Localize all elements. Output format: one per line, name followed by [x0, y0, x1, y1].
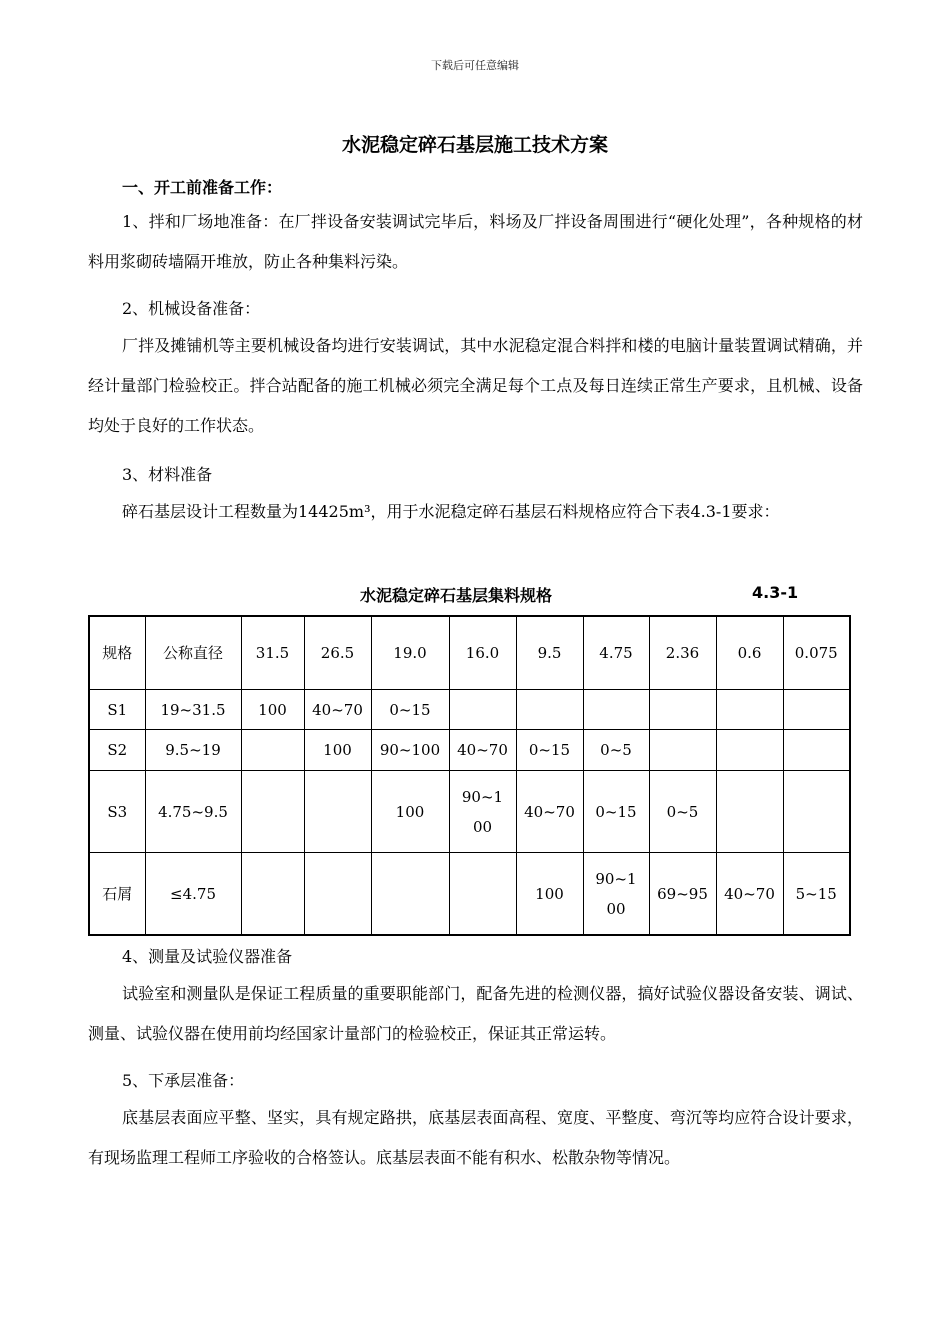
table-cell: 19~31.5: [145, 690, 241, 730]
table-cell: 0~15: [583, 771, 649, 853]
paragraph-instruments: 试验室和测量队是保证工程质量的重要职能部门，配备先进的检测仪器，搞好试验仪器设备安装、调试、测量、试验仪器在使用前均经国家计量部门的检验校正，保证其正常运转。: [88, 984, 863, 1043]
table-cell: 0~5: [649, 771, 716, 853]
table-cell: 69~95: [649, 853, 716, 936]
subheading-instruments: 4、测量及试验仪器准备: [122, 947, 293, 966]
table-cell: [516, 690, 583, 730]
section-heading-preparation: 一、开工前准备工作：: [122, 178, 283, 197]
table-cell: S2: [89, 730, 145, 771]
subheading-sublayer: 5、下承层准备：: [122, 1071, 245, 1090]
table-cell: [783, 771, 850, 853]
table-cell: S1: [89, 690, 145, 730]
table-cell: 40~70: [516, 771, 583, 853]
table-row: [89, 853, 850, 936]
table-header-cell: 公称直径: [145, 616, 241, 690]
table-cell: [716, 771, 783, 853]
table-cell: 5~15: [783, 853, 850, 936]
table-cell: 100: [371, 771, 449, 853]
table-header-cell: 31.5: [241, 616, 304, 690]
table-header-row: [89, 616, 850, 690]
table-cell: [649, 730, 716, 771]
table-header-cell: 4.75: [583, 616, 649, 690]
table-cell: 0~15: [371, 690, 449, 730]
paragraph-sublayer: 底基层表面应平整、坚实，具有规定路拱，底基层表面高程、宽度、平整度、弯沉等均应符合设计要求，有现场监理工程师工序验收的合格签认。底基层表面不能有积水、松散杂物等情况。: [88, 1108, 863, 1167]
table-cell: [449, 853, 516, 936]
header-note: 下载后可任意编辑: [431, 59, 519, 72]
table-row: [89, 690, 850, 730]
table-cell: [241, 730, 304, 771]
table-caption: 水泥稳定碎石基层集料规格: [360, 586, 553, 605]
table-cell: 90~100: [583, 853, 649, 936]
table-header-cell: 0.075: [783, 616, 850, 690]
table-cell: [304, 771, 371, 853]
table-cell: 90~100: [449, 771, 516, 853]
table-cell: [583, 690, 649, 730]
table-cell: 40~70: [449, 730, 516, 771]
table-header-cell: 2.36: [649, 616, 716, 690]
paragraph-mixing-site: 1、拌和厂场地准备：在厂拌设备安装调试完毕后，料场及厂拌设备周围进行“硬化处理”，各种规格的材料用浆砌砖墙隔开堆放，防止各种集料污染。: [88, 212, 863, 271]
table-cell: 100: [304, 730, 371, 771]
table-cell: 100: [516, 853, 583, 936]
subheading-materials: 3、材料准备: [122, 465, 213, 484]
table-row: [89, 771, 850, 853]
table-number: 4.3-1: [752, 583, 799, 602]
subheading-machinery: 2、机械设备准备：: [122, 299, 261, 318]
table-cell: [716, 690, 783, 730]
table-cell: ≤4.75: [145, 853, 241, 936]
table-cell: 40~70: [304, 690, 371, 730]
table-cell: [371, 853, 449, 936]
table-cell: 100: [241, 690, 304, 730]
table-cell: S3: [89, 771, 145, 853]
table-row: [89, 730, 850, 771]
table-cell: 90~100: [371, 730, 449, 771]
table-header-cell: 26.5: [304, 616, 371, 690]
table-cell: 4.75~9.5: [145, 771, 241, 853]
table-cell: [241, 771, 304, 853]
table-header-cell: 规格: [89, 616, 145, 690]
table-header-cell: 9.5: [516, 616, 583, 690]
table-cell: [449, 690, 516, 730]
table-cell: 0~15: [516, 730, 583, 771]
table-cell: 0~5: [583, 730, 649, 771]
table-cell: [649, 690, 716, 730]
table-cell: [783, 690, 850, 730]
table-cell: 石屑: [89, 853, 145, 936]
table-header-cell: 0.6: [716, 616, 783, 690]
table-header-cell: 16.0: [449, 616, 516, 690]
document-title: 水泥稳定碎石基层施工技术方案: [341, 134, 608, 156]
table-cell: [241, 853, 304, 936]
table-cell: [783, 730, 850, 771]
aggregate-spec-table: [88, 615, 851, 936]
table-cell: [304, 853, 371, 936]
paragraph-machinery: 厂拌及摊铺机等主要机械设备均进行安装调试，其中水泥稳定混合料拌和楼的电脑计量装置调试精确，并经计量部门检验校正。拌合站配备的施工机械必须完全满足每个工点及每日连续正常生产要求，且机械、设备均处于良好的工作状态。: [88, 336, 863, 435]
table-header-cell: 19.0: [371, 616, 449, 690]
paragraph-materials: 碎石基层设计工程数量为14425m³，用于水泥稳定碎石基层石料规格应符合下表4.3-1要求：: [122, 502, 780, 521]
table-cell: [716, 730, 783, 771]
table-cell: 9.5~19: [145, 730, 241, 771]
table-cell: 40~70: [716, 853, 783, 936]
